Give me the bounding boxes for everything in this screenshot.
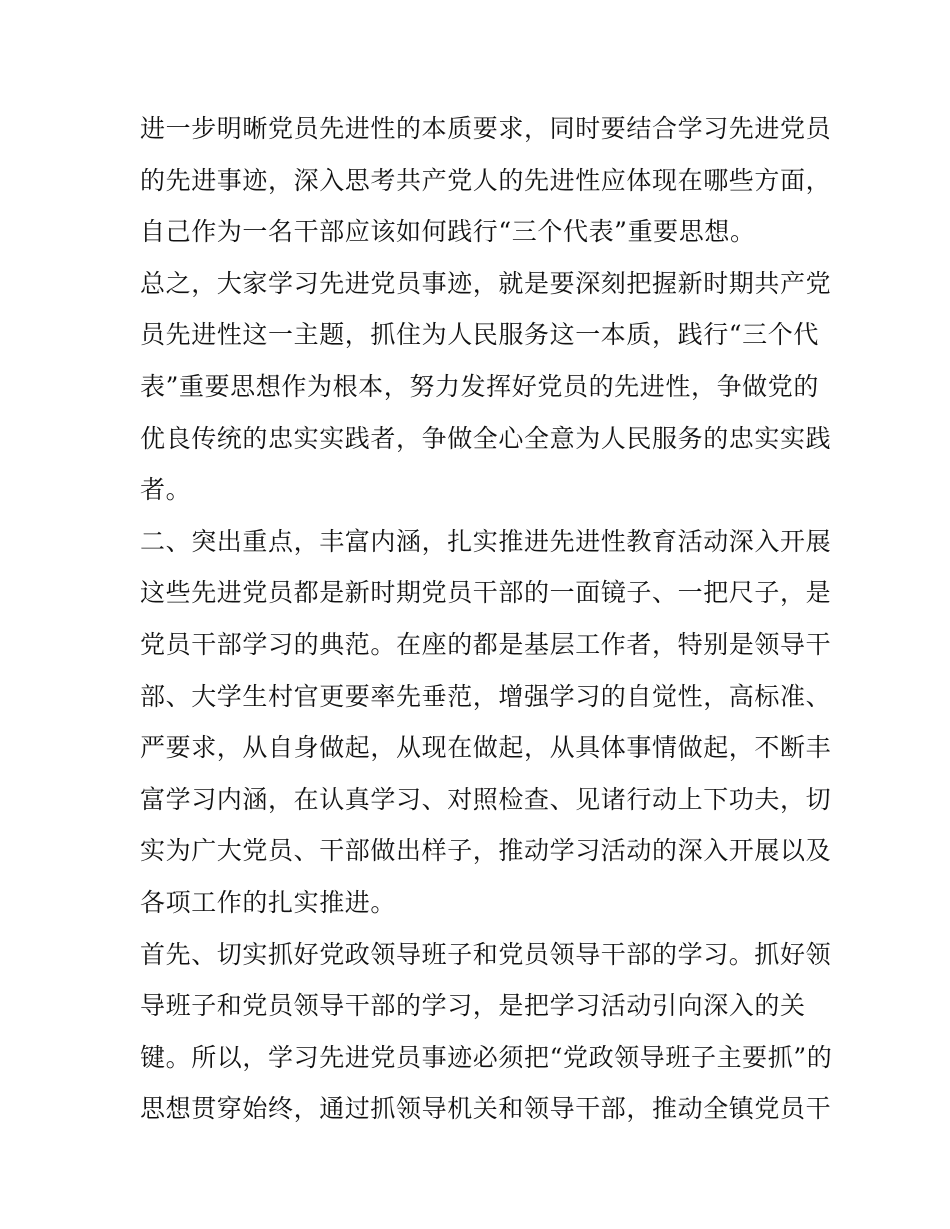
text-line: 总之，大家学习先进党员事迹，就是要深刻把握新时期共产党	[140, 268, 832, 298]
document-body	[140, 103, 833, 1135]
text-line: 富学习内涵，在认真学习、对照检查、见诸行动上下功夫，切	[140, 784, 832, 814]
text-line: 的先进事迹，深入思考共产党人的先进性应体现在哪些方面，	[140, 165, 832, 195]
text-line: 实为广大党员、干部做出样子，推动学习活动的深入开展以及	[140, 836, 832, 866]
text-line: 自己作为一名干部应该如何践行“三个代表”重要思想。	[140, 217, 756, 247]
text-line: 导班子和党员领导干部的学习，是把学习活动引向深入的关	[140, 991, 806, 1021]
text-line: 党员干部学习的典范。在座的都是基层工作者，特别是领导干	[140, 629, 832, 659]
section-heading: 二、突出重点，丰富内涵，扎实推进先进性教育活动深入开展	[140, 526, 832, 556]
text-line: 员先进性这一主题，抓住为人民服务这一本质，践行“三个代	[140, 320, 819, 350]
text-line: 严要求，从自身做起，从现在做起，从具体事情做起，不断丰	[140, 733, 832, 763]
text-line: 思想贯穿始终，通过抓领导机关和领导干部，推动全镇党员干	[140, 1094, 832, 1124]
text-line: 表”重要思想作为根本，努力发挥好党员的先进性，争做党的	[140, 371, 819, 401]
text-line: 各项工作的扎实推进。	[140, 887, 397, 917]
text-line: 部、大学生村官更要率先垂范，增强学习的自觉性，高标准、	[140, 681, 832, 711]
text-line: 者。	[140, 475, 192, 505]
text-line: 键。所以，学习先进党员事迹必须把“党政领导班子主要抓”的	[140, 1042, 833, 1072]
text-line: 进一步明晰党员先进性的本质要求，同时要结合学习先进党员	[140, 114, 832, 143]
text-line: 优良传统的忠实实践者，争做全心全意为人民服务的忠实实践	[140, 423, 832, 453]
text-line: 首先、切实抓好党政领导班子和党员领导干部的学习。抓好领	[140, 939, 832, 969]
text-line: 这些先进党员都是新时期党员干部的一面镜子、一把尺子，是	[140, 578, 832, 608]
